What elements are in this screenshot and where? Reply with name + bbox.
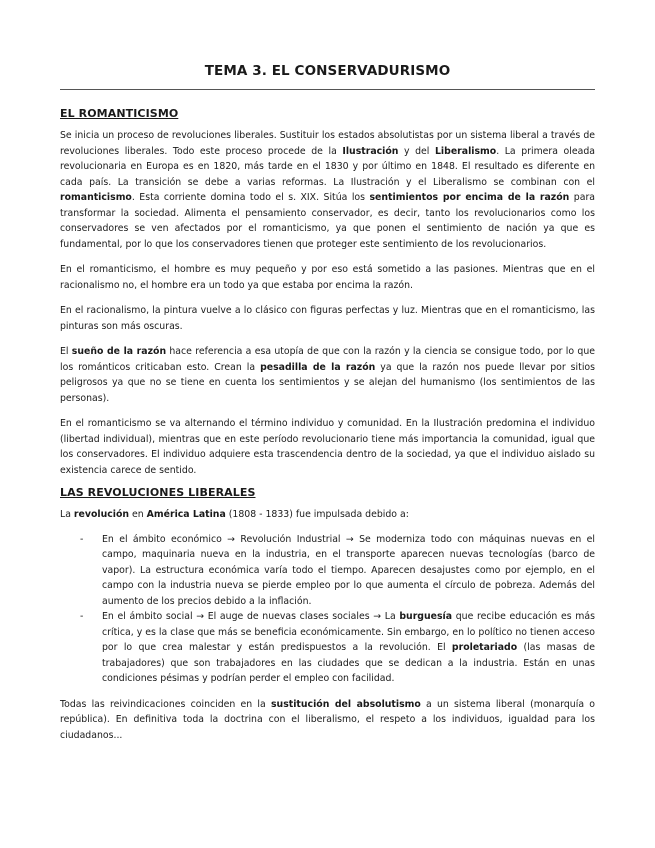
bold-term: sentimientos por encima de la razón [369, 192, 570, 203]
causes-list [60, 532, 595, 687]
text-run: En el romanticismo, el hombre es muy pequeño y por eso está sometido a las pasiones. Mientras que en el racionalismo no, el hombre era un todo ya que estaba por encima la razón. [60, 264, 595, 291]
paragraph [60, 303, 595, 334]
section-intro [60, 507, 595, 523]
list-item-text [102, 534, 595, 607]
bold-term: romanticismo [60, 192, 132, 203]
closing-paragraph [60, 697, 595, 744]
bold-term: Liberalismo [434, 145, 497, 157]
bold-term: sueño de la razón [71, 346, 167, 357]
list-dash-marker: - [80, 533, 84, 545]
text-run: y del [398, 145, 435, 157]
bold-term: América Latina [146, 509, 226, 520]
bold-term: revolución [73, 509, 130, 520]
text-run: En el romanticismo se va alternando el término individuo y comunidad. En la Ilustración predomina el individuo (libertad individual), mientras que en este período revolucionario tiene más importancia la comunidad, igual que los conservadores. El individuo adquiere esta trascendencia dentro de la sociedad, ya que el individuo aislado su existencia carece de sentido. [60, 418, 595, 476]
text-run: ya que la razón nos puede llevar por sitios peligrosos ya que no se tiene en cuenta los sentimientos y se alejan del humanismo (los sentimientos de las personas). [60, 361, 595, 404]
text-run: En el ámbito económico → Revolución Industrial → Se moderniza todo con máquinas nuevas en el campo, maquinaria nueva en la industria, en el transporte aparecen nuevas tecnologías (barco de vapor). La estructura económica varía todo el tiempo. Aparecen desajustes como por ejemplo, en el campo con la industria nueva se pierde empleo por lo que aumenta el círculo de pobreza. Además del aumento de los precios debido a la inflación. [102, 533, 595, 607]
section-heading-revoluciones-liberales: LAS REVOLUCIONES LIBERALES [60, 486, 256, 499]
page-title: TEMA 3. EL CONSERVADURISMO [204, 63, 451, 79]
text-run: a un sistema liberal (monarquía o república). En definitiva toda la doctrina con el liberalismo, el respeto a los individuos, igualdad para los ciudadanos... [60, 698, 595, 741]
paragraph [60, 262, 595, 293]
text-run: El [60, 346, 72, 357]
bold-term: sustitución del absolutismo [270, 698, 421, 710]
paragraph [60, 128, 595, 252]
text-run: (las masas de trabajadores) que son trabajadores en las ciudades que se dedican a la industria. Están en unas condiciones pésimas y podrían perder el empleo con facilidad. [102, 642, 595, 684]
list-dash-marker: - [80, 611, 84, 622]
bold-term: proletariado [451, 642, 518, 653]
text-run: En el ámbito social → El auge de nuevas clases sociales → La [102, 611, 400, 622]
title-divider [60, 89, 595, 90]
bold-term: Ilustración [342, 145, 399, 157]
text-run: Todas las reivindicaciones coinciden en la [60, 698, 271, 710]
text-run: hace referencia a esa utopía de que con la razón y la ciencia se consigue todo, por lo que los románticos criticaban esto. Crean la [60, 346, 595, 373]
text-run: . La primera oleada revolucionaria en Europa es en 1820, más tarde en el 1830 y por último en 1848. El resultado es diferente en cada país. La transición se debe a varias reformas. La Ilustración y el Liberalismo se combinan con el [60, 145, 596, 188]
bold-term: burguesía [399, 611, 453, 622]
text-run: (1808 - 1833) fue impulsada debido a: [225, 509, 409, 520]
text-run: Se inicia un proceso de revoluciones liberales. Sustituir los estados absolutistas por un sistema liberal a través de revoluciones liberales. Todo este proceso procede de la [60, 130, 595, 157]
text-run: que recibe educación es más crítica, y es la clase que más se beneficia económicamente. Sin embargo, en lo político no tienen acceso por lo que crea malestar y están predispuestos a la revolución. El [102, 611, 595, 653]
text-run: en [129, 509, 147, 520]
bold-term: pesadilla de la razón [260, 361, 376, 373]
paragraph [60, 344, 595, 406]
text-run: En el racionalismo, la pintura vuelve a lo clásico con figuras perfectas y luz. Mientras que en el romanticismo, las pinturas son más oscuras. [60, 305, 595, 332]
text-run: . Esta corriente domina todo el s. XIX. Sitúa los [131, 192, 370, 203]
text-run: La [60, 509, 74, 520]
page-content [60, 58, 595, 743]
list-item [80, 532, 595, 610]
list-item-text [102, 611, 595, 684]
list-item [80, 609, 595, 687]
section-heading-romanticismo: EL ROMANTICISMO [60, 107, 179, 120]
paragraph [60, 416, 595, 478]
text-run: para transformar la sociedad. Alimenta el pensamiento conservador, es decir, tanto los revolucionarios como los conservadores se ven afectados por el romanticismo, ya que ponen el sentimiento de nación ya que es fundamental, por lo que los conservadores tienen que proteger este sentimiento de los revolucionarios. [60, 192, 596, 250]
